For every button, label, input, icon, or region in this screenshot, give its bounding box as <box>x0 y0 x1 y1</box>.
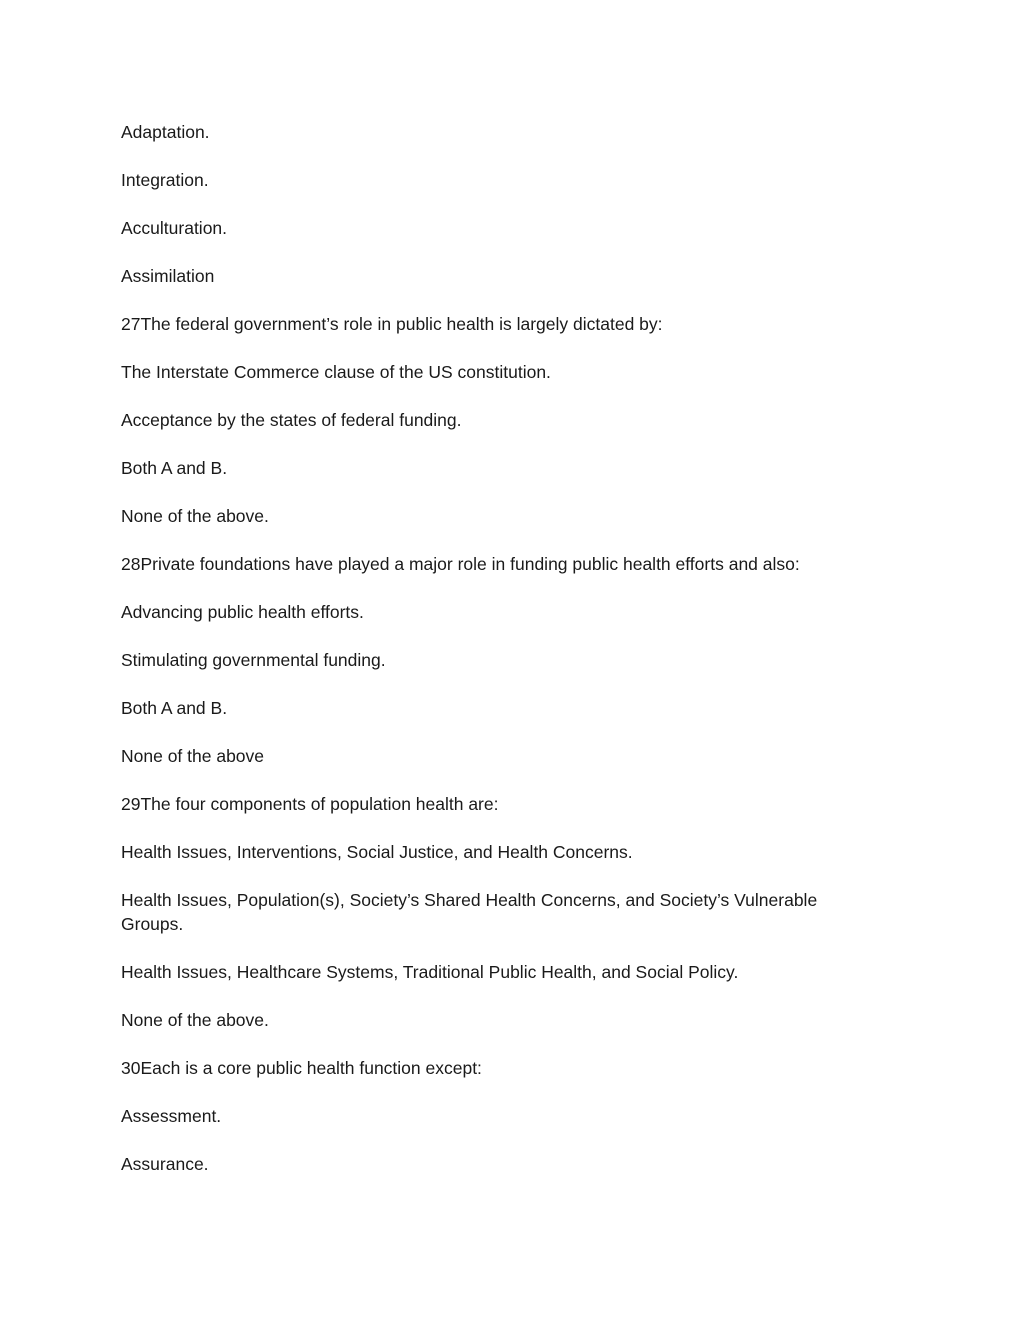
answer-option: Acculturation. <box>121 218 228 238</box>
answer-option: Assessment. <box>121 1106 222 1126</box>
answer-option: Integration. <box>121 170 209 190</box>
question-30: 30Each is a core public health function except: <box>121 1058 482 1078</box>
answer-option: None of the above <box>121 746 265 766</box>
question-28: 28Private foundations have played a major role in funding public health efforts and also: <box>121 554 800 574</box>
answer-option: None of the above. <box>121 506 269 526</box>
answer-option: Both A and B. <box>121 698 228 718</box>
answer-option: None of the above. <box>121 1010 269 1030</box>
question-27: 27The federal government’s role in public health is largely dictated by: <box>121 314 663 334</box>
answer-option: Both A and B. <box>121 458 228 478</box>
answer-option: Health Issues, Population(s), Society’s Shared Health Concerns, and Society’s Vulnerable Groups. <box>121 890 818 934</box>
answer-option: Assimilation <box>121 266 215 286</box>
answer-option: Adaptation. <box>121 122 210 142</box>
answer-option: Assurance. <box>121 1154 209 1174</box>
answer-option: The Interstate Commerce clause of the US constitution. <box>121 362 551 382</box>
document-body <box>121 120 861 1200</box>
answer-option: Stimulating governmental funding. <box>121 650 386 670</box>
question-29: 29The four components of population health are: <box>121 794 499 814</box>
answer-option: Health Issues, Healthcare Systems, Traditional Public Health, and Social Policy. <box>121 962 739 982</box>
answer-option: Acceptance by the states of federal funding. <box>121 410 462 430</box>
answer-option: Health Issues, Interventions, Social Justice, and Health Concerns. <box>121 842 633 862</box>
answer-option: Advancing public health efforts. <box>121 602 364 622</box>
